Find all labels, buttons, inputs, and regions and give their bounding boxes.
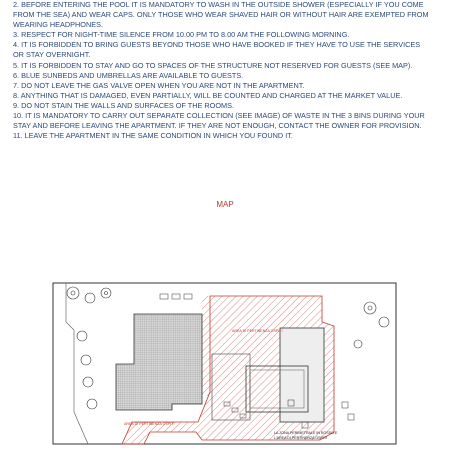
rule-7: 7. DO NOT LEAVE THE GAS VALVE OPEN WHEN YOU ARE NOT IN THE APARTMENT. bbox=[13, 80, 305, 90]
label-zone-line-2: L'AREA DI PERTINENZA OSPITI bbox=[274, 436, 328, 440]
label-guest-area-top: AREA DI PERTINENZA OSPITI bbox=[232, 329, 283, 333]
entrance-wall bbox=[66, 283, 88, 444]
rule-4: 4. IT IS FORBIDDEN TO BRING GUESTS BEYOND THOSE WHO HAVE BOOKED IF THEY HAVE TO USE THE SERVICES OR STAY OVERNIGHT. bbox=[13, 40, 421, 60]
rules-list bbox=[13, 0, 433, 141]
label-guest-area-left: AREA DI PERTINENZA OSPITI bbox=[124, 422, 175, 426]
rule-8: 8. ANYTHING THAT IS DAMAGED, EVEN PARTIALLY, WILL BE COUNTED AND CHARGED AT THE MARKET VALUE. bbox=[13, 90, 403, 100]
rule-6: 6. BLUE SUNBEDS AND UMBRELLAS ARE AVAILABLE TO GUESTS. bbox=[13, 70, 244, 80]
site-plan-map bbox=[52, 282, 397, 445]
rule-2: 2. BEFORE ENTERING THE POOL IT IS MANDATORY TO WASH IN THE OUTSIDE SHOWER (ESPECIALLY IF YOU COME FROM THE SEA) AND WEAR CAPS. ONLY THOSE WHO WEAR SHAVED HAIR OR WITHOUT HAIR ARE EXEMPTED FROM WEARING HEADPHONES. bbox=[13, 0, 429, 30]
main-building bbox=[116, 314, 202, 410]
guest-area-hatch bbox=[202, 296, 210, 396]
label-zone-line-1: LA ZONA PERIMETRALE IN ROSSO E bbox=[274, 431, 338, 435]
rule-5: 5. IT IS FORBIDDEN TO STAY AND GO TO SPACES OF THE STRUCTURE NOT RESERVED FOR GUESTS (SEE MAP). bbox=[13, 60, 413, 70]
rule-11: 11. LEAVE THE APARTMENT IN THE SAME CONDITION IN WHICH YOU FOUND IT. bbox=[13, 131, 293, 141]
map-title: MAP bbox=[216, 200, 234, 209]
rule-3: 3. RESPECT FOR NIGHT-TIME SILENCE FROM 10.00 PM TO 8.00 AM THE FOLLOWING MORNING. bbox=[13, 30, 350, 40]
rule-9: 9. DO NOT STAIN THE WALLS AND SURFACES OF THE ROOMS. bbox=[13, 100, 234, 110]
rule-10: 10. IT IS MANDATORY TO CARRY OUT SEPARATE COLLECTION (SEE IMAGE) OF WASTE IN THE 3 BINS DURING YOUR STAY AND BEFORE LEAVING THE APARTMENT. IF THEY ARE NOT ENOUGH, CONTACT THE OWNER FOR PROVISION. bbox=[13, 111, 425, 131]
